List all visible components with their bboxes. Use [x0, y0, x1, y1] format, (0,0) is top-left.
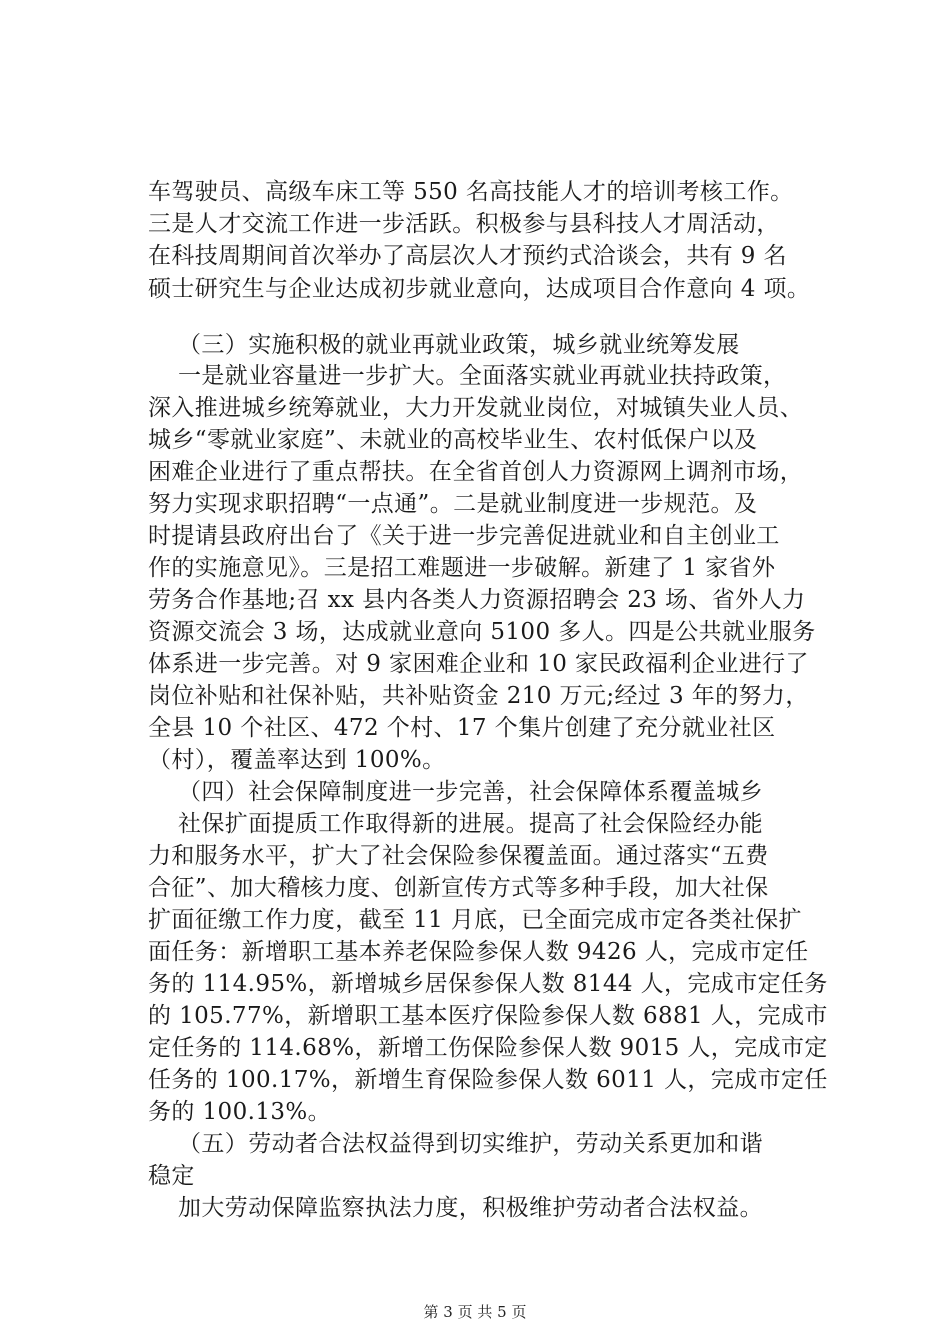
text-line: 时提请县政府出台了《关于进一步完善促进就业和自主创业工: [148, 523, 780, 549]
text-line: 努力实现求职招聘“一点通”。二是就业制度进一步规范。及: [148, 491, 758, 517]
text-line: 一是就业容量进一步扩大。全面落实就业再就业扶持政策，: [178, 363, 787, 389]
page-number-footer: 第 3 页 共 5 页: [423, 1303, 527, 1321]
text-line: 在科技周期间首次举办了高层次人才预约式洽谈会，共有 9 名: [148, 243, 787, 269]
text-line: 的 105.77%，新增职工基本医疗保险参保人数 6881 人，完成市: [148, 1003, 828, 1029]
text-line: 城乡“零就业家庭”、未就业的高校毕业生、农村低保户以及: [148, 427, 758, 453]
text-line: 任务的 100.17%，新增生育保险参保人数 6011 人，完成市定任: [148, 1067, 828, 1093]
text-line: 加大劳动保障监察执法力度，积极维护劳动者合法权益。: [178, 1195, 763, 1221]
text-line: 困难企业进行了重点帮扶。在全省首创人力资源网上调剂市场，: [148, 459, 804, 485]
text-line: 稳定: [148, 1163, 195, 1189]
text-line: 合征”、加大稽核力度、创新宣传方式等多种手段，加大社保: [148, 875, 769, 901]
text-line: 岗位补贴和社保补贴，共补贴资金 210 万元;经过 3 年的努力，: [148, 683, 809, 709]
text-line: 全县 10 个社区、472 个村、17 个集片创建了充分就业社区: [148, 715, 776, 741]
text-line: 三是人才交流工作进一步活跃。积极参与县科技人才周活动，: [148, 211, 780, 237]
text-line: 作的实施意见》。三是招工难题进一步破解。新建了 1 家省外: [148, 555, 776, 581]
text-line: 硕士研究生与企业达成初步就业意向，达成项目合作意向 4 项。: [148, 276, 811, 302]
section-heading: （四）社会保障制度进一步完善，社会保障体系覆盖城乡: [178, 779, 763, 805]
text-line: 力和服务水平，扩大了社会保险参保覆盖面。通过落实“五费: [148, 843, 769, 869]
text-line: （村），覆盖率达到 100%。: [148, 747, 446, 773]
text-line: 车驾驶员、高级车床工等 550 名高技能人才的培训考核工作。: [148, 179, 794, 205]
text-line: 深入推进城乡统筹就业，大力开发就业岗位，对城镇失业人员、: [148, 395, 804, 421]
text-line: 务的 114.95%，新增城乡居保参保人数 8144 人，完成市定任务: [148, 971, 828, 997]
text-line: 面任务：新增职工基本养老保险参保人数 9426 人，完成市定任: [148, 939, 809, 965]
text-line: 体系进一步完善。对 9 家困难企业和 10 家民政福利企业进行了: [148, 651, 809, 677]
text-line: 劳务合作基地;召 xx 县内各类人力资源招聘会 23 场、省外人力: [148, 587, 806, 613]
text-line: 资源交流会 3 场，达成就业意向 5100 多人。四是公共就业服务: [148, 619, 816, 645]
text-line: 定任务的 114.68%，新增工伤保险参保人数 9015 人，完成市定: [148, 1035, 828, 1061]
text-line: 务的 100.13%。: [148, 1099, 332, 1125]
text-line: 社保扩面提质工作取得新的进展。提高了社会保险经办能: [178, 811, 763, 837]
text-line: 扩面征缴工作力度，截至 11 月底，已全面完成市定各类社保扩: [148, 907, 802, 933]
section-heading: （五）劳动者合法权益得到切实维护，劳动关系更加和谐: [178, 1131, 763, 1157]
section-heading: （三）实施积极的就业再就业政策，城乡就业统筹发展: [178, 332, 740, 358]
